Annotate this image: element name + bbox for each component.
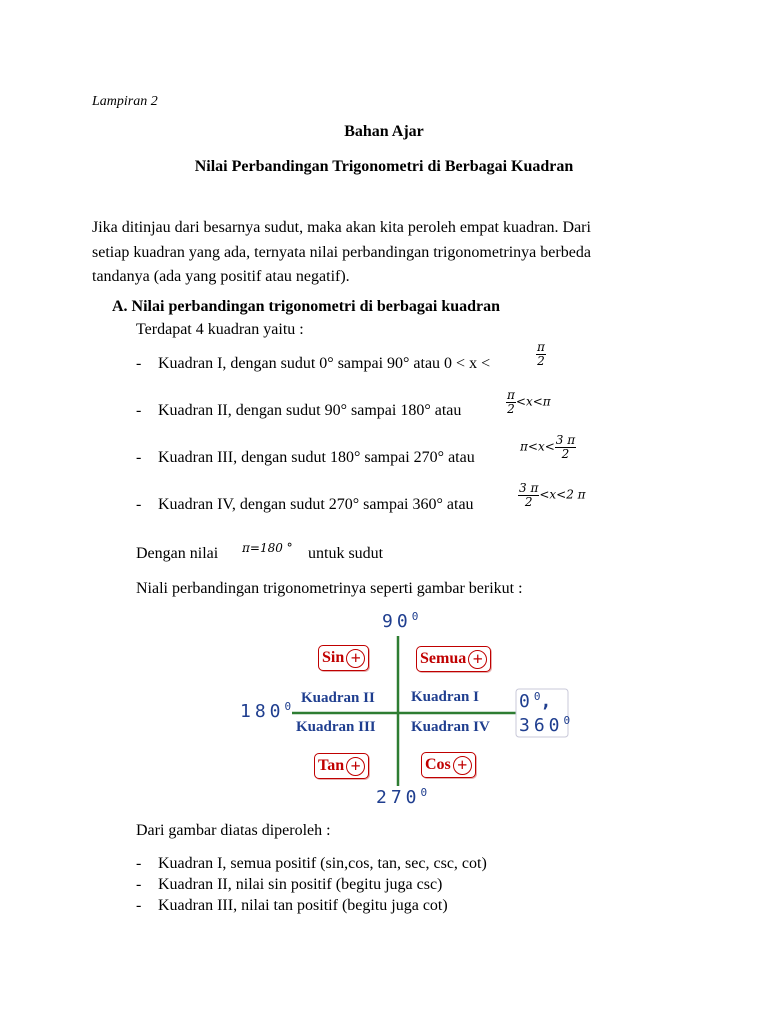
lampiran-label: Lampiran 2 bbox=[92, 94, 158, 109]
q3-left: π<x< bbox=[520, 439, 555, 454]
kuadran-2-item: Kuadran II, dengan sudut 90° sampai 180° atau bbox=[158, 402, 462, 419]
list-bullet: - bbox=[136, 855, 142, 872]
cos-box: Cos + bbox=[421, 752, 476, 778]
deg-90: $90^0$ bbox=[382, 610, 419, 632]
gambar-caption: Niali perbandingan trigonometrinya seperti gambar berikut : bbox=[136, 580, 523, 597]
dengan-nilai-text: Dengan nilai bbox=[136, 545, 219, 562]
tan-box: Tan + bbox=[314, 753, 369, 779]
intro-line-1: Jika ditinjau dari besarnya sudut, maka akan kita peroleh empat kuadran. Dari bbox=[92, 219, 591, 236]
kuadran-4-item: Kuadran IV, dengan sudut 270° sampai 360° atau bbox=[158, 496, 474, 513]
q1-den: 2 bbox=[537, 353, 545, 368]
pi-value: π=180 ° bbox=[242, 541, 293, 555]
deg-270: $270^0$ bbox=[376, 786, 428, 808]
conclusion-item-2: Kuadran II, nilai sin positif (begitu juga csc) bbox=[158, 876, 443, 893]
list-bullet: - bbox=[136, 876, 142, 893]
q2-rest: <x<π bbox=[515, 394, 551, 409]
kuadran-ii-label: Kuadran II bbox=[301, 690, 375, 706]
list-bullet: - bbox=[136, 496, 142, 513]
kuadran-iii-label: Kuadran III bbox=[296, 719, 376, 735]
q2-den: 2 bbox=[507, 401, 515, 416]
sin-box: Sin + bbox=[318, 645, 369, 671]
intro-line-2: setiap kuadran yang ada, ternyata nilai perbandingan trigonometrinya berbeda bbox=[92, 244, 591, 261]
kuadran-iv-label: Kuadran IV bbox=[411, 719, 490, 735]
intro-line-3: tandanya (ada yang positif atau negatif). bbox=[92, 268, 350, 285]
deg-360: $360^0$ bbox=[519, 714, 571, 736]
list-bullet: - bbox=[136, 402, 142, 419]
section-a-lead: Terdapat 4 kuadran yaitu : bbox=[136, 321, 304, 338]
list-bullet: - bbox=[136, 449, 142, 466]
section-a-heading: A. Nilai perbandingan trigonometri di berbagai kuadran bbox=[112, 298, 501, 315]
plus-icon: + bbox=[346, 649, 365, 668]
conclusion-lead: Dari gambar diatas diperoleh : bbox=[136, 822, 331, 839]
q4-den: 2 bbox=[524, 494, 533, 509]
page-title: Bahan Ajar bbox=[344, 123, 424, 140]
q2-num: π bbox=[507, 388, 515, 402]
plus-icon: + bbox=[468, 650, 487, 669]
semua-box: Semua + bbox=[416, 646, 491, 672]
q3-num: 3 π bbox=[555, 433, 576, 447]
conclusion-item-3: Kuadran III, nilai tan positif (begitu juga cot) bbox=[158, 897, 448, 914]
list-bullet: - bbox=[136, 355, 142, 372]
q4-num: 3 π bbox=[519, 481, 539, 495]
plus-icon: + bbox=[453, 756, 472, 775]
q3-den: 2 bbox=[561, 446, 570, 461]
deg-180: $180^0$ bbox=[240, 700, 292, 722]
list-bullet: - bbox=[136, 897, 142, 914]
conclusion-item-1: Kuadran I, semua positif (sin,cos, tan, sec, csc, cot) bbox=[158, 855, 487, 872]
page-subtitle: Nilai Perbandingan Trigonometri di Berbagai Kuadran bbox=[194, 158, 574, 175]
untuk-sudut-text: untuk sudut bbox=[308, 545, 384, 562]
kuadran-3-item: Kuadran III, dengan sudut 180° sampai 270° atau bbox=[158, 449, 475, 466]
kuadran-i-label: Kuadran I bbox=[411, 689, 479, 705]
q1-num: π bbox=[537, 340, 545, 354]
q4-rest: <x<2 π bbox=[539, 487, 586, 502]
deg-0: $0^0$, bbox=[519, 690, 556, 712]
plus-icon: + bbox=[346, 757, 365, 776]
kuadran-1-item: Kuadran I, dengan sudut 0° sampai 90° atau 0 < x < bbox=[158, 355, 491, 372]
